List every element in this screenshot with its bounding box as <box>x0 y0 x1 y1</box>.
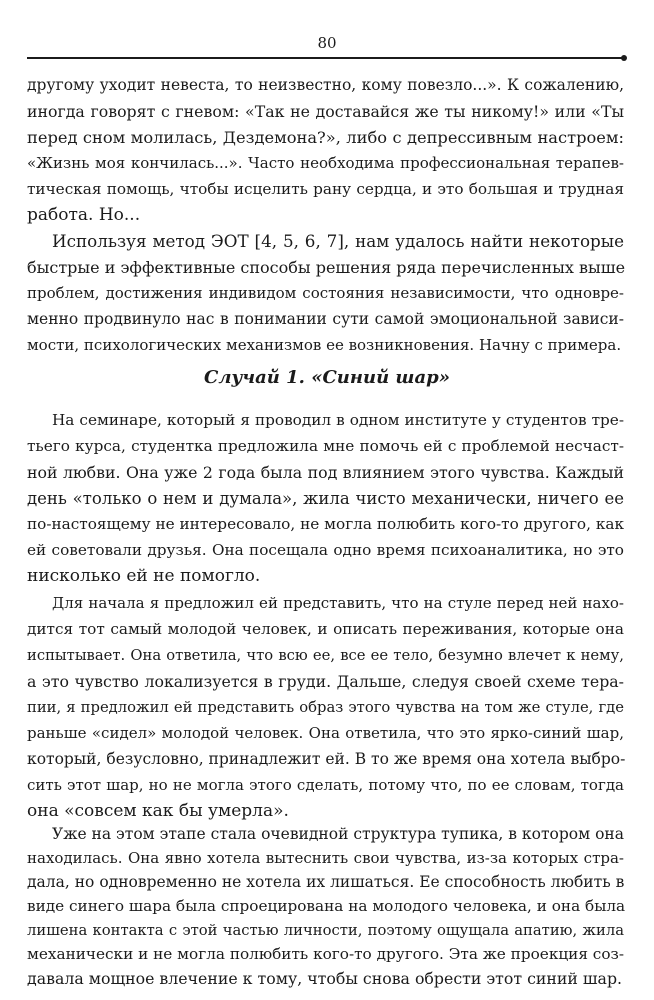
header-rule <box>27 57 624 59</box>
page-number: 80 <box>317 34 337 52</box>
text-line: тьего курса, студентка предложила мне помочь ей с проблемой несчаст- <box>27 437 624 455</box>
text-line: мости, психологических механизмов ее возникновения. Начну с примера. <box>27 336 622 354</box>
text-line: быстрые и эффективные способы решения ряда перечисленных выше <box>27 258 626 277</box>
text-line: по-настоящему не интересовало, не могла полюбить кого-то другого, как <box>27 515 624 533</box>
text-line: находилась. Она явно хотела вытеснить свои чувства, из-за которых стра- <box>27 849 624 867</box>
text-line: сить этот шар, но не могла этого сделать, потому что, по ее словам, тогда <box>27 776 624 794</box>
text-line: проблем, достижения индивидом состояния независимости, что одновре- <box>27 284 624 302</box>
text-line: механически и не могла полюбить кого-то другого. Эта же проекция соз- <box>27 945 624 963</box>
text-line: ной любви. Она уже 2 года была под влиянием этого чувства. Каждый <box>27 463 624 482</box>
text-line: Уже на этом этапе стала очевидной структура тупика, в котором она <box>52 825 624 843</box>
text-line: другому уходит невеста, то неизвестно, кому повезло...». К сожалению, <box>27 76 624 94</box>
text-line: перед сном молилась, Дездемона?», либо с депрессивным настроем: <box>27 128 624 147</box>
text-line: а это чувство локализуется в груди. Дальше, следуя своей схеме тера- <box>27 672 624 691</box>
text-line: ей советовали друзья. Она посещала одно время психоаналитика, но это <box>27 541 624 559</box>
section-title: Случай 1. «Синий шар» <box>204 367 450 388</box>
text-line: раньше «сидел» молодой человек. Она ответила, что это ярко-синий шар, <box>27 724 624 742</box>
text-line: работа. Но... <box>27 205 141 225</box>
text-line: день «только о нем и думала», жила чисто механически, ничего ее <box>27 489 624 508</box>
text-line: На семинаре, который я проводил в одном институте у студентов тре- <box>52 411 624 429</box>
text-line: пии, я предложил ей представить образ этого чувства на том же стуле, где <box>27 699 624 716</box>
text-line: Используя метод ЭОТ [4, 5, 6, 7], нам удалось найти некоторые <box>52 231 624 251</box>
text-line: давала мощное влечение к тому, чтобы снова обрести этот синий шар. <box>27 969 623 988</box>
text-line: менно продвинуло нас в понимании сути самой эмоциональной зависи- <box>27 310 624 328</box>
text-line: нисколько ей не помогло. <box>27 566 261 586</box>
text-line: лишена контакта с этой частью личности, поэтому ощущала апатию, жила <box>27 922 624 939</box>
text-line: «Жизнь моя кончилась...». Часто необходима профессиональная терапев- <box>27 154 624 172</box>
text-line: она «совсем как бы умерла». <box>27 801 289 821</box>
text-line: тическая помощь, чтобы исцелить рану сердца, и это большая и трудная <box>27 180 624 198</box>
text-line: который, безусловно, принадлежит ей. В то же время она хотела выбро- <box>27 750 626 768</box>
text-line: Для начала я предложил ей представить, что на стуле перед ней нахо- <box>52 594 624 612</box>
text-line: виде синего шара была спроецирована на молодого человека, и она была <box>27 897 626 915</box>
text-line: дала, но одновременно не хотела их лишаться. Ее способность любить в <box>27 873 625 891</box>
text-line: дится тот самый молодой человек, и описать переживания, которые она <box>27 620 624 638</box>
text-line: иногда говорят с гневом: «Так не доставайся же ты никому!» или «Ты <box>27 102 624 121</box>
text-line: испытывает. Она ответила, что всю ее, все ее тело, безумно влечет к нему, <box>27 647 624 664</box>
